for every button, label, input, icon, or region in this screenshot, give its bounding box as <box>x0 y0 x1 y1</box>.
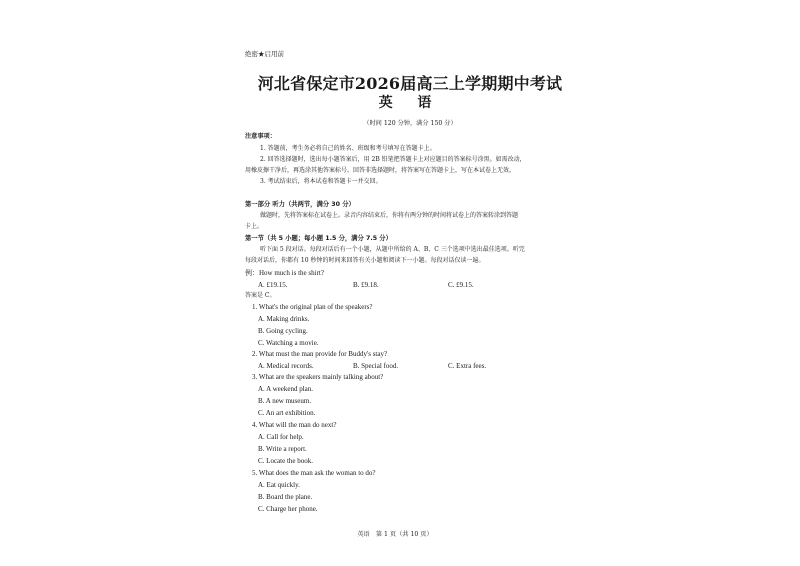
q5-option-b: B. Board the plane. <box>258 493 313 501</box>
option-b: B. £9.18. <box>353 281 379 289</box>
note-item: 2. 回答选择题时，选出每小题答案后，用 2B 铅笔把答题卡上对应题目的答案标号涂黑。如需改动， <box>260 156 526 163</box>
part1-intro-cont: 卡上。 <box>245 223 264 230</box>
q4-option-c: C. Locate the book. <box>258 457 314 465</box>
q2-option-b: B. Special food. <box>353 362 399 370</box>
q3-option-b: B. A new museum. <box>258 397 312 405</box>
part1-heading: 第一部分 听力（共两节，满分 30 分） <box>245 201 355 208</box>
notes-heading: 注意事项： <box>245 133 276 140</box>
q2-option-a: A. Medical records. <box>258 362 314 370</box>
note-item: 1. 答题前，考生务必将自己的姓名、班级和考号填写在答题卡上。 <box>260 145 436 152</box>
q2-option-c: C. Extra fees. <box>448 362 487 370</box>
example-question: 例：How much is the shirt? <box>245 269 324 277</box>
confidential-label: 绝密★启用前 <box>245 50 284 58</box>
q1-option-b: B. Going cycling. <box>258 327 308 335</box>
q4-option-b: B. Write a report. <box>258 445 307 453</box>
part1-intro: 做题时，先将答案标在试卷上。录音内容结束后，你将有两分钟的时间将试卷上的答案转涂到答题 <box>260 212 519 219</box>
time-and-score: （时间 120 分钟，满分 150 分） <box>363 120 457 127</box>
subject-title: 英 语 <box>378 95 442 111</box>
question-3: 3. What are the speakers mainly talking about? <box>252 373 384 381</box>
option-a: A. £19.15. <box>258 281 288 289</box>
question-4: 4. What will the man do next? <box>252 421 337 429</box>
section1-intro: 听下面 5 段对话。每段对话后有一个小题，从题中所给的 A、B、C 三个选项中选出最佳选项。听完 <box>260 246 525 253</box>
section1-heading: 第一节（共 5 小题；每小题 1.5 分，满分 7.5 分） <box>245 235 392 242</box>
exam-title: 河北省保定市2026届高三上学期期中考试 <box>257 74 563 93</box>
question-2: 2. What must the man provide for Buddy's stay? <box>252 350 388 358</box>
q5-option-c: C. Charge her phone. <box>258 505 318 513</box>
q1-option-a: A. Making drinks. <box>258 315 310 323</box>
example-answer: 答案是 C。 <box>245 292 276 299</box>
note-item: 用橡皮擦干净后，再选涂其他答案标号。回答非选择题时，将答案写在答题卡上，写在本试卷上无效。 <box>245 167 516 174</box>
page-footer: 英语 第 1 页（共 10 页） <box>357 531 433 538</box>
q3-option-c: C. An art exhibition. <box>258 409 316 417</box>
section1-intro-cont: 每段对话后，你都有 10 秒钟的时间来回答有关小题和阅读下一小题。每段对话仅读一遍。 <box>245 257 485 264</box>
question-1: 1. What's the original plan of the speakers? <box>252 303 373 311</box>
q5-option-a: A. Eat quickly. <box>258 481 300 489</box>
question-5: 5. What does the man ask the woman to do? <box>252 469 376 477</box>
option-c: C. £9.15. <box>448 281 474 289</box>
q1-option-c: C. Watching a movie. <box>258 339 319 347</box>
exam-page <box>245 48 575 558</box>
note-item: 3. 考试结束后，将本试卷和答题卡一并交回。 <box>260 178 382 185</box>
q3-option-a: A. A weekend plan. <box>258 385 314 393</box>
q4-option-a: A. Call for help. <box>258 433 304 441</box>
